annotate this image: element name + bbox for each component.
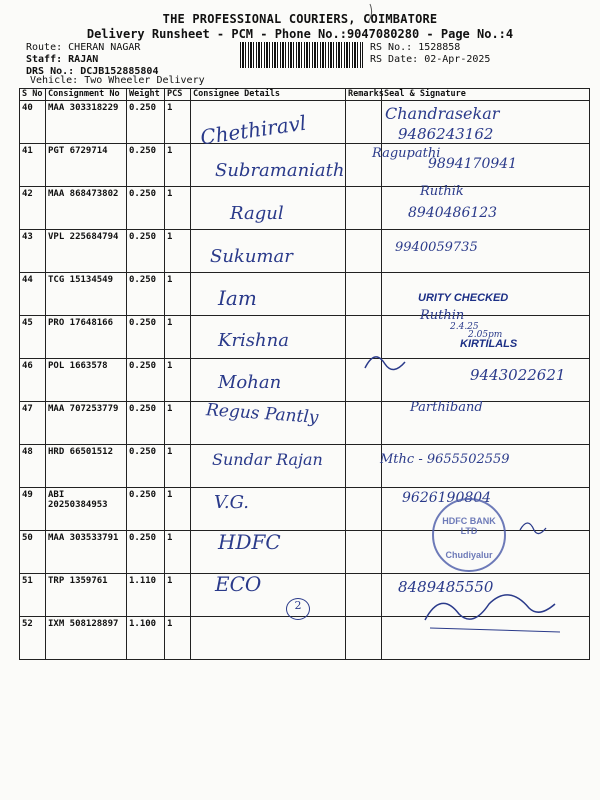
consignment-cell: MAA 707253779 <box>46 402 127 445</box>
weight-cell: 0.250 <box>127 359 165 402</box>
handwritten-signature: 9486243162 <box>398 125 494 143</box>
handwritten-signature: 8940486123 <box>408 205 498 221</box>
sno-cell: 50 <box>20 531 46 574</box>
sno-cell: 44 <box>20 273 46 316</box>
handwritten-consignee: Sundar Rajan <box>212 450 323 469</box>
sno-cell: 41 <box>20 144 46 187</box>
sno-cell: 46 <box>20 359 46 402</box>
runsheet-subtitle: Delivery Runsheet - PCM - Phone No.:9047080280 - Page No.:4 <box>86 27 514 41</box>
handwritten-consignee: Mohan <box>218 372 282 393</box>
drs-label: DRS No.: <box>26 66 75 77</box>
handwritten-signature: Ragupathi <box>372 146 441 161</box>
col-consignee-details: Consignee Details <box>191 89 346 101</box>
col-pcs: PCS <box>165 89 191 101</box>
col-remarks: Remarks <box>346 89 382 101</box>
weight-cell: 1.110 <box>127 574 165 617</box>
handwritten-consignee: V.G. <box>214 492 250 513</box>
handwritten-signature: Ruthin <box>420 308 465 323</box>
weight-cell: 0.250 <box>127 101 165 144</box>
pcs-cell: 1 <box>165 316 191 359</box>
weight-cell: 0.250 <box>127 144 165 187</box>
pcs-cell: 1 <box>165 273 191 316</box>
handwritten-time: 2.05pm <box>468 330 503 340</box>
consignment-cell: TCG 15134549 <box>46 273 127 316</box>
consignment-cell: MAA 868473802 <box>46 187 127 230</box>
rs-no-label: RS No.: <box>370 42 413 53</box>
sno-cell: 49 <box>20 488 46 531</box>
rs-date-value: 02-Apr-2025 <box>424 54 491 65</box>
col-seal-signature: Seal & Signature <box>382 89 590 101</box>
consignment-cell: ABI 20250384953 <box>46 488 127 531</box>
bank-seal-name: HDFC BANK LTD <box>442 516 496 536</box>
staff-label: Staff: <box>26 54 63 65</box>
handwritten-consignee: Regus Pantly <box>205 400 320 428</box>
scribble-mark <box>365 357 405 370</box>
scribble-mark <box>430 628 560 632</box>
consignment-cell: TRP 1359761 <box>46 574 127 617</box>
weight-cell: 0.250 <box>127 402 165 445</box>
weight-cell: 0.250 <box>127 187 165 230</box>
sno-cell: 51 <box>20 574 46 617</box>
handwritten-signature: 9940059735 <box>395 240 478 255</box>
handwritten-signature: Ruthik <box>420 184 464 199</box>
consignment-cell: PGT 6729714 <box>46 144 127 187</box>
sno-cell: 40 <box>20 101 46 144</box>
circled-number: 2 <box>286 598 310 620</box>
sno-cell: 48 <box>20 445 46 488</box>
handwritten-signature: 9626190804 <box>402 490 492 506</box>
consignment-cell: PRO 17648166 <box>46 316 127 359</box>
weight-cell: 0.250 <box>127 316 165 359</box>
pcs-cell: 1 <box>165 617 191 660</box>
scribble-mark <box>520 523 546 534</box>
handwritten-consignee: Chethiravl <box>198 110 308 150</box>
route-value: CHERAN NAGAR <box>68 42 141 53</box>
sno-cell: 43 <box>20 230 46 273</box>
handwritten-consignee: ECO <box>215 572 262 596</box>
consignment-cell: HRD 66501512 <box>46 445 127 488</box>
vehicle-value: Two Wheeler Delivery <box>84 75 205 86</box>
pcs-cell: 1 <box>165 402 191 445</box>
staff-value: RAJAN <box>68 54 99 65</box>
handwritten-consignee: Ragul <box>230 203 284 224</box>
consignment-cell: MAA 303318229 <box>46 101 127 144</box>
sno-cell: 52 <box>20 617 46 660</box>
scribble-mark <box>368 4 372 22</box>
weight-cell: 1.100 <box>127 617 165 660</box>
handwritten-date: 2.4.25 <box>450 322 479 332</box>
pcs-cell: 1 <box>165 230 191 273</box>
drs-value: DCJB152885804 <box>80 66 159 77</box>
pcs-cell: 1 <box>165 187 191 230</box>
company-title: THE PROFESSIONAL COURIERS, COIMBATORE <box>162 12 438 26</box>
handwritten-signature: 9894170941 <box>428 156 518 172</box>
weight-cell: 0.250 <box>127 273 165 316</box>
handwritten-signature: Mthc - 9655502559 <box>380 452 510 467</box>
consignment-cell: IXM 508128897 <box>46 617 127 660</box>
handwritten-signature: 8489485550 <box>398 578 494 596</box>
pcs-cell: 1 <box>165 144 191 187</box>
pcs-cell: 1 <box>165 445 191 488</box>
col-consignment-no: Consignment No <box>46 89 127 101</box>
sno-cell: 45 <box>20 316 46 359</box>
weight-cell: 0.250 <box>127 531 165 574</box>
consignment-cell: MAA 303533791 <box>46 531 127 574</box>
pcs-cell: 1 <box>165 488 191 531</box>
handwritten-signature: Chandrasekar <box>385 104 500 123</box>
consignment-cell: VPL 225684794 <box>46 230 127 273</box>
col-sno: S No <box>20 89 46 101</box>
kirtilals-stamp: KIRTILALS <box>460 338 518 350</box>
bank-seal-branch: Chudiyalur <box>445 550 493 560</box>
weight-cell: 0.250 <box>127 230 165 273</box>
handwritten-consignee: Krishna <box>218 330 289 351</box>
rs-date-label: RS Date: <box>370 54 419 65</box>
pcs-cell: 1 <box>165 574 191 617</box>
handwritten-consignee: Iam <box>218 286 257 310</box>
handwritten-signature: 9443022621 <box>470 366 566 384</box>
vehicle-label: Vehicle: <box>30 75 79 86</box>
sno-cell: 47 <box>20 402 46 445</box>
weight-cell: 0.250 <box>127 445 165 488</box>
route-label: Route: <box>26 42 63 53</box>
consignment-cell: POL 1663578 <box>46 359 127 402</box>
pcs-cell: 1 <box>165 531 191 574</box>
pcs-cell: 1 <box>165 359 191 402</box>
handwritten-consignee: Sukumar <box>210 246 293 267</box>
col-weight: Weight <box>127 89 165 101</box>
handwritten-signature: Parthiband <box>410 400 483 415</box>
handwritten-consignee: Subramaniath <box>215 160 345 181</box>
pcs-cell: 1 <box>165 101 191 144</box>
sno-cell: 42 <box>20 187 46 230</box>
scribble-mark <box>425 595 555 620</box>
rs-no-value: 1528858 <box>418 42 461 53</box>
handwritten-consignee: HDFC <box>218 530 281 554</box>
weight-cell: 0.250 <box>127 488 165 531</box>
security-checked-stamp: URITY CHECKED <box>418 292 509 304</box>
